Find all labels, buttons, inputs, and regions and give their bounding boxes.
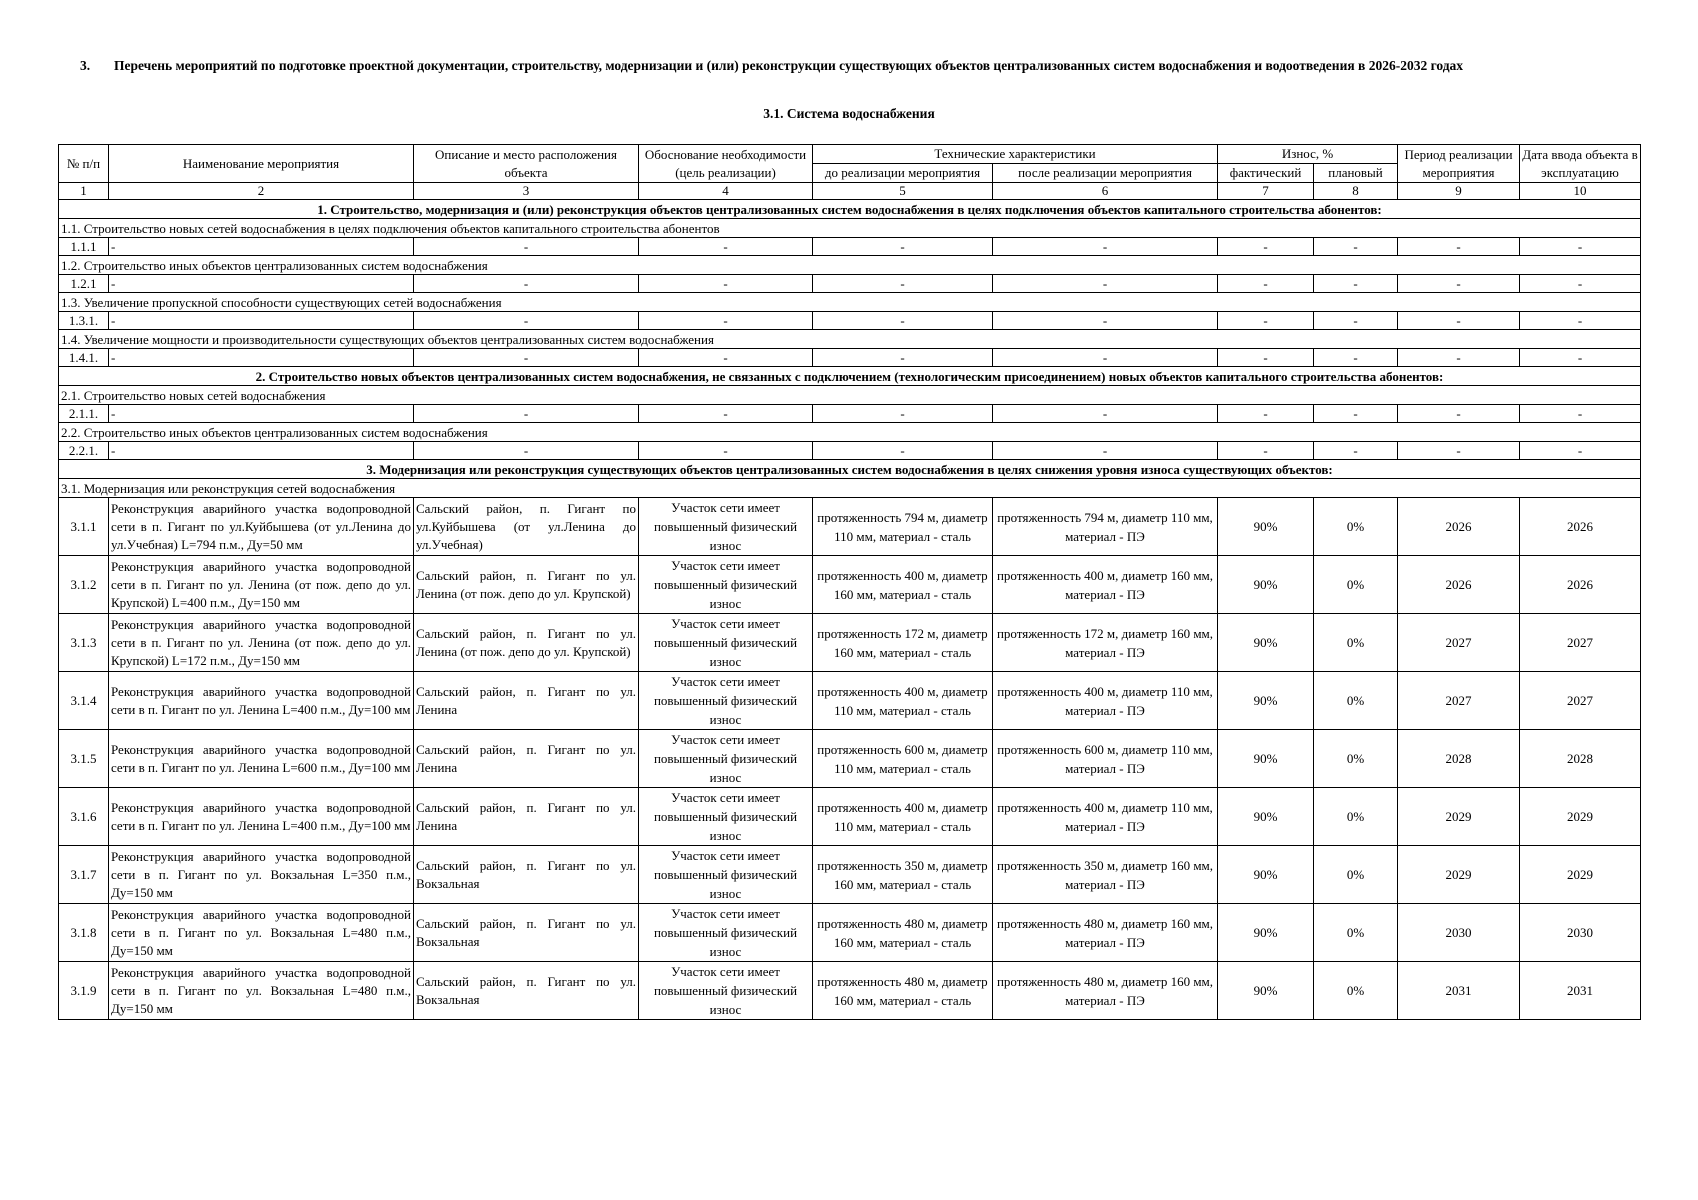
row-tech-before: -	[813, 442, 993, 460]
row-number: 1.3.1.	[59, 312, 109, 330]
table-row	[59, 238, 1641, 256]
heading-number: 3.	[80, 58, 91, 73]
row-date: 2028	[1520, 730, 1641, 788]
row-number: 2.1.1.	[59, 405, 109, 423]
row-desc: Сальский район, п. Гигант по ул. Ленина	[414, 788, 639, 846]
row-desc: -	[414, 405, 639, 423]
section-title: 3. Модернизация или реконструкция существующих объектов централизованных систем водоснабжения в целях снижения уровня износа существующих объектов:	[59, 460, 1641, 479]
row-wear-actual: 90%	[1218, 730, 1314, 788]
measures-table	[58, 144, 1641, 1020]
subsection-row	[59, 330, 1641, 349]
row-period: -	[1398, 442, 1520, 460]
row-wear-actual: -	[1218, 442, 1314, 460]
row-reason: Участок сети имеет повышенный физический износ	[639, 788, 813, 846]
column-number: 8	[1314, 183, 1398, 200]
row-name: Реконструкция аварийного участка водопроводной сети в п. Гигант по ул. Ленина L=400 п.м., Ду=100 мм	[109, 672, 414, 730]
row-wear-planned: -	[1314, 349, 1398, 367]
header-reason: Обоснование необходимости (цель реализации)	[639, 145, 813, 183]
row-period: -	[1398, 349, 1520, 367]
row-period: -	[1398, 405, 1520, 423]
subsection-row	[59, 293, 1641, 312]
row-number: 1.4.1.	[59, 349, 109, 367]
row-tech-after: протяженность 600 м, диаметр 110 мм, материал - ПЭ	[993, 730, 1218, 788]
row-number: 3.1.1	[59, 498, 109, 556]
row-number: 3.1.3	[59, 614, 109, 672]
row-reason: -	[639, 275, 813, 293]
subsection-title: 2.2. Строительство иных объектов централизованных систем водоснабжения	[59, 423, 1641, 442]
section-title: 2. Строительство новых объектов централизованных систем водоснабжения, не связанных с подключением (технологическим присоединением) новых объектов капитального строительства абонентов:	[59, 367, 1641, 386]
row-name: -	[109, 238, 414, 256]
row-tech-after: -	[993, 275, 1218, 293]
row-wear-planned: 0%	[1314, 962, 1398, 1020]
row-tech-before: протяженность 400 м, диаметр 110 мм, материал - сталь	[813, 788, 993, 846]
row-name: Реконструкция аварийного участка водопроводной сети в п. Гигант по ул. Вокзальная L=350 п.м., Ду=150 мм	[109, 846, 414, 904]
row-tech-after: -	[993, 312, 1218, 330]
row-tech-after: протяженность 400 м, диаметр 160 мм, материал - ПЭ	[993, 556, 1218, 614]
column-number: 1	[59, 183, 109, 200]
table-row	[59, 442, 1641, 460]
row-number: 3.1.8	[59, 904, 109, 962]
row-tech-after: -	[993, 442, 1218, 460]
column-number: 3	[414, 183, 639, 200]
row-reason: Участок сети имеет повышенный физический износ	[639, 672, 813, 730]
row-desc: -	[414, 312, 639, 330]
subsection-title: 1.4. Увеличение мощности и производительности существующих объектов централизованных систем водоснабжения	[59, 330, 1641, 349]
row-wear-actual: -	[1218, 312, 1314, 330]
row-period: -	[1398, 275, 1520, 293]
table-row	[59, 275, 1641, 293]
row-reason: -	[639, 442, 813, 460]
column-number: 2	[109, 183, 414, 200]
row-tech-after: -	[993, 405, 1218, 423]
row-wear-planned: -	[1314, 442, 1398, 460]
subsection-row	[59, 423, 1641, 442]
row-number: 3.1.4	[59, 672, 109, 730]
header-tech-before: до реализации мероприятия	[813, 164, 993, 183]
table-row	[59, 498, 1641, 556]
row-wear-actual: -	[1218, 349, 1314, 367]
row-date: -	[1520, 275, 1641, 293]
subsection-row	[59, 386, 1641, 405]
header-tech: Технические характеристики	[813, 145, 1218, 164]
subsection-title: 1.1. Строительство новых сетей водоснабжения в целях подключения объектов капитального строительства абонентов	[59, 219, 1641, 238]
row-desc: -	[414, 349, 639, 367]
row-wear-actual: 90%	[1218, 846, 1314, 904]
row-desc: Сальский район, п. Гигант по ул. Ленина (от пож. депо до ул. Крупской)	[414, 614, 639, 672]
section-row	[59, 367, 1641, 386]
row-name: Реконструкция аварийного участка водопроводной сети в п. Гигант по ул. Вокзальная L=480 п.м., Ду=150 мм	[109, 904, 414, 962]
row-tech-before: -	[813, 238, 993, 256]
row-number: 3.1.5	[59, 730, 109, 788]
row-wear-actual: 90%	[1218, 788, 1314, 846]
row-date: 2027	[1520, 614, 1641, 672]
row-date: 2026	[1520, 498, 1641, 556]
row-reason: -	[639, 405, 813, 423]
section-title: 1. Строительство, модернизация и (или) реконструкция объектов централизованных систем водоснабжения в целях подключения объектов капитального строительства абонентов:	[59, 200, 1641, 219]
row-wear-planned: 0%	[1314, 614, 1398, 672]
row-desc: -	[414, 442, 639, 460]
row-date: 2026	[1520, 556, 1641, 614]
row-desc: Сальский район, п. Гигант по ул. Вокзальная	[414, 846, 639, 904]
row-reason: Участок сети имеет повышенный физический износ	[639, 498, 813, 556]
section-title: 3.1. Система водоснабжения	[763, 106, 935, 121]
heading-text: Перечень мероприятий по подготовке проектной документации, строительству, модернизации и (или) реконструкции существующих объектов централизованных систем водоснабжения и водоотведения в 2026-2032 годах	[114, 58, 1464, 73]
row-tech-before: -	[813, 275, 993, 293]
row-tech-after: протяженность 480 м, диаметр 160 мм, материал - ПЭ	[993, 904, 1218, 962]
row-period: 2028	[1398, 730, 1520, 788]
row-period: 2027	[1398, 614, 1520, 672]
column-number: 5	[813, 183, 993, 200]
row-tech-after: протяженность 480 м, диаметр 160 мм, материал - ПЭ	[993, 962, 1218, 1020]
row-wear-planned: -	[1314, 238, 1398, 256]
row-reason: -	[639, 238, 813, 256]
row-desc: Сальский район, п. Гигант по ул. Ленина (от пож. депо до ул. Крупской)	[414, 556, 639, 614]
row-wear-actual: 90%	[1218, 498, 1314, 556]
row-number: 3.1.6	[59, 788, 109, 846]
row-wear-planned: 0%	[1314, 498, 1398, 556]
row-wear-actual: 90%	[1218, 556, 1314, 614]
table-row	[59, 788, 1641, 846]
row-period: 2029	[1398, 846, 1520, 904]
table-row	[59, 556, 1641, 614]
row-number: 2.2.1.	[59, 442, 109, 460]
table-row	[59, 904, 1641, 962]
row-reason: Участок сети имеет повышенный физический износ	[639, 556, 813, 614]
row-date: -	[1520, 405, 1641, 423]
table-body	[59, 200, 1641, 1020]
row-desc: Сальский район, п. Гигант по ул. Вокзальная	[414, 904, 639, 962]
row-name: Реконструкция аварийного участка водопроводной сети в п. Гигант по ул. Ленина (от пож. депо до ул. Крупской) L=400 п.м., Ду=150 мм	[109, 556, 414, 614]
column-number: 10	[1520, 183, 1641, 200]
row-tech-after: протяженность 400 м, диаметр 110 мм, материал - ПЭ	[993, 672, 1218, 730]
row-period: -	[1398, 238, 1520, 256]
row-name: -	[109, 312, 414, 330]
row-tech-before: -	[813, 312, 993, 330]
subsection-title: 1.2. Строительство иных объектов централизованных систем водоснабжения	[59, 256, 1641, 275]
row-reason: Участок сети имеет повышенный физический износ	[639, 962, 813, 1020]
row-name: Реконструкция аварийного участка водопроводной сети в п. Гигант по ул. Ленина L=400 п.м., Ду=100 мм	[109, 788, 414, 846]
row-name: Реконструкция аварийного участка водопроводной сети в п. Гигант по ул. Ленина (от пож. депо до ул. Крупской) L=172 п.м., Ду=150 мм	[109, 614, 414, 672]
row-period: -	[1398, 312, 1520, 330]
row-period: 2031	[1398, 962, 1520, 1020]
row-reason: -	[639, 349, 813, 367]
column-number: 9	[1398, 183, 1520, 200]
header-name: Наименование мероприятия	[109, 145, 414, 183]
row-desc: Сальский район, п. Гигант по ул.Куйбышева (от ул.Ленина до ул.Учебная)	[414, 498, 639, 556]
row-wear-actual: 90%	[1218, 962, 1314, 1020]
row-tech-after: протяженность 172 м, диаметр 160 мм, материал - ПЭ	[993, 614, 1218, 672]
row-period: 2029	[1398, 788, 1520, 846]
table-row	[59, 730, 1641, 788]
row-desc: Сальский район, п. Гигант по ул. Ленина	[414, 730, 639, 788]
column-number: 4	[639, 183, 813, 200]
row-number: 3.1.7	[59, 846, 109, 904]
page-heading	[80, 58, 1620, 74]
row-wear-actual: -	[1218, 405, 1314, 423]
row-number: 1.2.1	[59, 275, 109, 293]
row-name: -	[109, 405, 414, 423]
table-row	[59, 846, 1641, 904]
row-tech-before: протяженность 794 м, диаметр 110 мм, материал - сталь	[813, 498, 993, 556]
row-period: 2026	[1398, 556, 1520, 614]
table-row	[59, 672, 1641, 730]
row-date: -	[1520, 312, 1641, 330]
subsection-row	[59, 256, 1641, 275]
header-desc: Описание и место расположения объекта	[414, 145, 639, 183]
row-wear-actual: -	[1218, 238, 1314, 256]
row-tech-after: протяженность 350 м, диаметр 160 мм, материал - ПЭ	[993, 846, 1218, 904]
row-desc: -	[414, 275, 639, 293]
row-wear-planned: 0%	[1314, 556, 1398, 614]
row-wear-actual: 90%	[1218, 904, 1314, 962]
column-number-row	[59, 183, 1641, 200]
row-tech-before: протяженность 480 м, диаметр 160 мм, материал - сталь	[813, 904, 993, 962]
row-date: 2027	[1520, 672, 1641, 730]
header-wear-actual: фактический	[1218, 164, 1314, 183]
row-tech-before: протяженность 400 м, диаметр 110 мм, материал - сталь	[813, 672, 993, 730]
header-num: № п/п	[59, 145, 109, 183]
row-reason: Участок сети имеет повышенный физический износ	[639, 614, 813, 672]
header-tech-after: после реализации мероприятия	[993, 164, 1218, 183]
row-wear-planned: 0%	[1314, 672, 1398, 730]
row-date: 2031	[1520, 962, 1641, 1020]
row-wear-planned: 0%	[1314, 788, 1398, 846]
row-tech-before: протяженность 480 м, диаметр 160 мм, материал - сталь	[813, 962, 993, 1020]
row-number: 1.1.1	[59, 238, 109, 256]
row-name: -	[109, 349, 414, 367]
row-tech-before: протяженность 350 м, диаметр 160 мм, материал - сталь	[813, 846, 993, 904]
column-number: 7	[1218, 183, 1314, 200]
row-name: Реконструкция аварийного участка водопроводной сети в п. Гигант по ул. Вокзальная L=480 п.м., Ду=150 мм	[109, 962, 414, 1020]
row-date: -	[1520, 238, 1641, 256]
row-name: Реконструкция аварийного участка водопроводной сети в п. Гигант по ул. Ленина L=600 п.м., Ду=100 мм	[109, 730, 414, 788]
row-wear-planned: 0%	[1314, 904, 1398, 962]
row-reason: Участок сети имеет повышенный физический износ	[639, 730, 813, 788]
row-date: -	[1520, 442, 1641, 460]
row-name: Реконструкция аварийного участка водопроводной сети в п. Гигант по ул.Куйбышева (от ул.Ленина до ул.Учебная) L=794 п.м., Ду=50 мм	[109, 498, 414, 556]
row-tech-before: протяженность 400 м, диаметр 160 мм, материал - сталь	[813, 556, 993, 614]
row-wear-planned: -	[1314, 275, 1398, 293]
row-reason: Участок сети имеет повышенный физический износ	[639, 904, 813, 962]
row-number: 3.1.9	[59, 962, 109, 1020]
row-date: -	[1520, 349, 1641, 367]
subsection-row	[59, 219, 1641, 238]
row-wear-planned: -	[1314, 312, 1398, 330]
row-date: 2029	[1520, 846, 1641, 904]
table-row	[59, 405, 1641, 423]
row-tech-before: протяженность 172 м, диаметр 160 мм, материал - сталь	[813, 614, 993, 672]
table-header	[59, 145, 1641, 200]
row-reason: -	[639, 312, 813, 330]
section-row	[59, 460, 1641, 479]
row-wear-actual: 90%	[1218, 614, 1314, 672]
row-wear-planned: 0%	[1314, 846, 1398, 904]
row-period: 2027	[1398, 672, 1520, 730]
header-date: Дата ввода объекта в эксплуатацию	[1520, 145, 1641, 183]
row-wear-planned: -	[1314, 405, 1398, 423]
row-tech-after: протяженность 794 м, диаметр 110 мм, материал - ПЭ	[993, 498, 1218, 556]
row-wear-planned: 0%	[1314, 730, 1398, 788]
subsection-title: 2.1. Строительство новых сетей водоснабжения	[59, 386, 1641, 405]
row-date: 2030	[1520, 904, 1641, 962]
row-tech-after: протяженность 400 м, диаметр 110 мм, материал - ПЭ	[993, 788, 1218, 846]
row-tech-before: протяженность 600 м, диаметр 110 мм, материал - сталь	[813, 730, 993, 788]
row-wear-actual: -	[1218, 275, 1314, 293]
header-period: Период реализации мероприятия	[1398, 145, 1520, 183]
row-period: 2026	[1398, 498, 1520, 556]
row-desc: Сальский район, п. Гигант по ул. Ленина	[414, 672, 639, 730]
subsection-title: 3.1. Модернизация или реконструкция сетей водоснабжения	[59, 479, 1641, 498]
row-tech-before: -	[813, 405, 993, 423]
row-wear-actual: 90%	[1218, 672, 1314, 730]
subsection-title: 1.3. Увеличение пропускной способности существующих сетей водоснабжения	[59, 293, 1641, 312]
row-number: 3.1.2	[59, 556, 109, 614]
row-desc: -	[414, 238, 639, 256]
table-row	[59, 962, 1641, 1020]
row-desc: Сальский район, п. Гигант по ул. Вокзальная	[414, 962, 639, 1020]
table-row	[59, 312, 1641, 330]
row-period: 2030	[1398, 904, 1520, 962]
table-row	[59, 614, 1641, 672]
row-reason: Участок сети имеет повышенный физический износ	[639, 846, 813, 904]
subsection-row	[59, 479, 1641, 498]
table-row	[59, 349, 1641, 367]
row-tech-before: -	[813, 349, 993, 367]
row-name: -	[109, 442, 414, 460]
section-row	[59, 200, 1641, 219]
row-date: 2029	[1520, 788, 1641, 846]
header-wear-planned: плановый	[1314, 164, 1398, 183]
column-number: 6	[993, 183, 1218, 200]
row-tech-after: -	[993, 349, 1218, 367]
header-wear: Износ, %	[1218, 145, 1398, 164]
row-tech-after: -	[993, 238, 1218, 256]
row-name: -	[109, 275, 414, 293]
